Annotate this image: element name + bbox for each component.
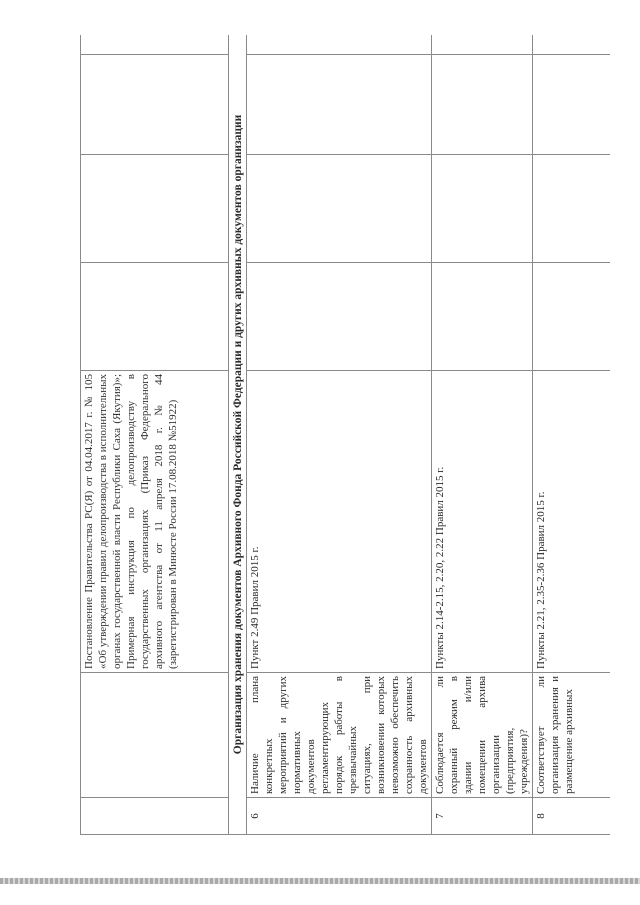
- table-cell: [247, 55, 432, 155]
- table-cell: [81, 798, 229, 835]
- table-cell: [533, 155, 611, 263]
- table-cell: [432, 35, 533, 55]
- reference-cell: Пункт 2.49 Правил 2015 г.: [247, 371, 432, 673]
- table-row: [247, 35, 432, 835]
- table-cell: [533, 35, 611, 55]
- section-heading: Организация хранения документов Архивного Фонда Российской Федерации и других архивных документов организации: [229, 35, 247, 835]
- question-cell: Наличие плана конкретных мероприятий и других нормативных документов регламентирующих порядок работы в чрезвычайных ситуациях, при возникновении которых невозможно обеспечить сохранность архивных документов: [247, 673, 432, 798]
- reference-cell: Пункты 2.21, 2.35-2.36 Правил 2015 г.: [533, 371, 611, 673]
- checklist-table: [80, 35, 610, 835]
- section-heading-row: [229, 35, 247, 835]
- table-cell: [432, 155, 533, 263]
- table-cell: [81, 263, 229, 371]
- table-cell: [247, 263, 432, 371]
- table-cell: [247, 155, 432, 263]
- table-cell: [533, 55, 611, 155]
- table-cell: [432, 263, 533, 371]
- table-row: [533, 35, 611, 835]
- table-cell: [81, 35, 229, 55]
- rotated-table-container: [80, 35, 610, 835]
- question-cell: Соответствует ли организация хранения и размещение архивных: [533, 673, 611, 798]
- table-cell: [81, 55, 229, 155]
- question-cell: Соблюдается ли охранный режим в здании и/или помещении архива организации (предприятия, учреждения)?: [432, 673, 533, 798]
- table-cell: [247, 35, 432, 55]
- table-row: [81, 35, 229, 835]
- row-number: 8: [533, 798, 611, 835]
- table-row: [432, 35, 533, 835]
- reference-cell: Пункты 2.14-2.15, 2.20, 2.22 Правил 2015 г.: [432, 371, 533, 673]
- table-cell: [81, 155, 229, 263]
- document-page: [80, 35, 610, 835]
- table-cell: [533, 263, 611, 371]
- row-number: 6: [247, 798, 432, 835]
- table-cell: [432, 55, 533, 155]
- scan-edge-line: [0, 878, 640, 884]
- legal-reference-cell: Постановление Правительства РС(Я) от 04.04.2017 г. № 105 «Об утверждении правил делопроизводства в исполнительных органах государственной власти Республики Саха (Якутия)»; Примерная инструкция по делопроизводству в государственных организациях (Приказ Федерального архивного агентства от 11 апреля 2018 г. № 44 (зарегистрирован в Минюсте России 17.08.2018 №51922): [81, 371, 229, 673]
- table-cell: [81, 673, 229, 798]
- row-number: 7: [432, 798, 533, 835]
